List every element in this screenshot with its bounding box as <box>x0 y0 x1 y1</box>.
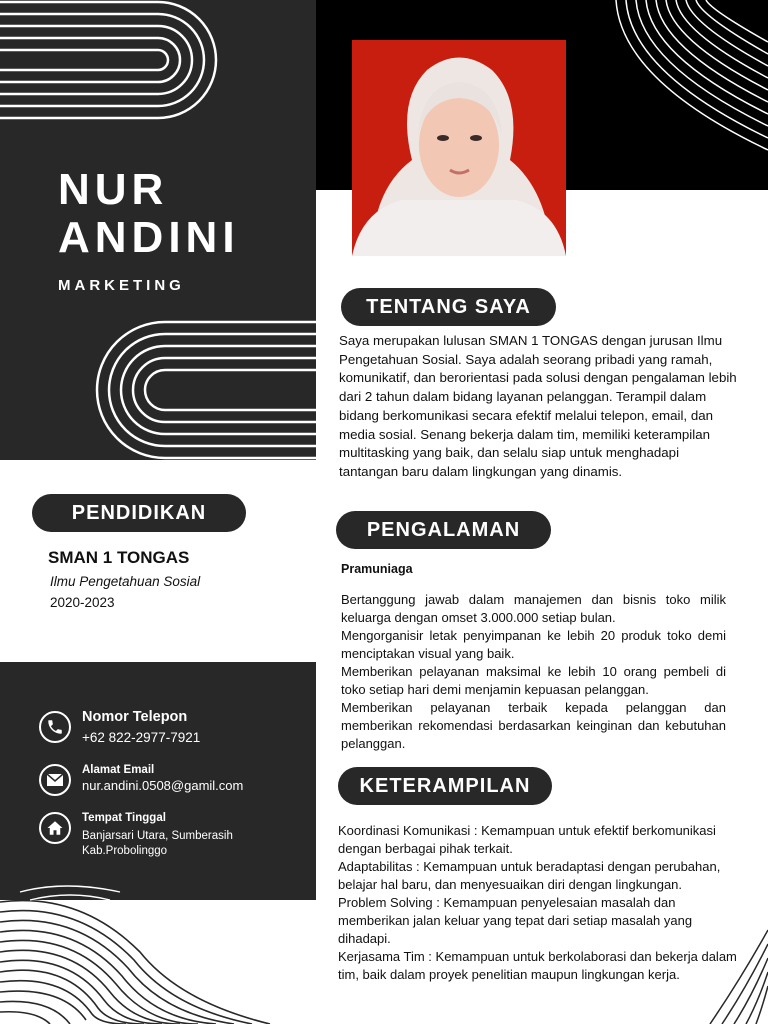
skill-item: Adaptabilitas : Kemampuan untuk beradaptasi dengan perubahan, belajar hal baru, dan menyesuaikan diri dengan lingkungan. <box>338 859 721 892</box>
about-heading: TENTANG SAYA <box>341 288 556 326</box>
phone-value: +62 822-2977-7921 <box>82 730 201 745</box>
education-years: 2020-2023 <box>50 595 115 610</box>
bottom-wave-decoration <box>0 862 290 1024</box>
education-major: Ilmu Pengetahuan Sosial <box>50 574 201 589</box>
home-icon <box>39 812 71 844</box>
person-name <box>58 166 240 262</box>
bottom-right-wave-decoration <box>700 920 768 1024</box>
address-line1: Banjarsari Utara, Sumberasih <box>82 830 233 842</box>
job-role: MARKETING <box>58 277 185 294</box>
about-text: Saya merupakan lulusan SMAN 1 TONGAS dengan jurusan Ilmu Pengetahuan Sosial. Saya adalah seorang pribadi yang ramah, komunikatif, dan berorientasi pada solusi dengan pengalaman lebih dari 2 tahun dalam bidang layanan pelanggan. Terampil dalam bidang berkomunikasi secara efektif melalui telepon, email, dan media sosial. Senang bekerja dalam tim, memiliki keterampilan multitasking yang baik, dan selalu siap untuk menghadapi tantangan baru dalam lingkungan yang dinamis. <box>339 333 737 479</box>
phone-icon <box>39 711 71 743</box>
first-name: NUR <box>58 165 169 214</box>
education-school: SMAN 1 TONGAS <box>48 548 190 567</box>
envelope-icon <box>39 764 71 796</box>
email-label: Alamat Email <box>82 764 155 776</box>
skill-item: Kerjasama Tim : Kemampuan untuk berkolaborasi dan bekerja dalam tim, baik dalam proyek penelitian maupun lingkungan kerja. <box>338 949 737 982</box>
experience-item: Memberikan pelayanan terbaik kepada pelanggan dan memberikan rekomendasi berdasarkan keinginan dan kebutuhan pelanggan. <box>341 700 726 751</box>
education-heading: PENDIDIKAN <box>32 494 246 532</box>
phone-label: Nomor Telepon <box>82 709 188 725</box>
experience-item: Memberikan pelayanan maksimal ke lebih 10 orang pembeli di toko setiap hari demi menjamin kepuasan pelanggan. <box>341 664 726 697</box>
experience-heading: PENGALAMAN <box>336 511 551 549</box>
experience-item: Mengorganisir letak penyimpanan ke lebih 20 produk toko demi menciptakan visual yang baik. <box>341 628 726 661</box>
experience-description <box>341 591 726 753</box>
skill-item: Problem Solving : Kemampuan penyelesaian masalah dan memberikan jalan keluar yang tepat dari setiap masalah yang dihadapi. <box>338 895 693 946</box>
last-name: ANDINI <box>58 213 240 262</box>
skill-item: Koordinasi Komunikasi : Kemampuan untuk efektif berkomunikasi dengan berbagai pihak terkait. <box>338 823 716 856</box>
experience-item: Bertanggung jawab dalam manajemen dan bisnis toko milik keluarga dengan omset 3.000.000 setiap bulan. <box>341 592 726 625</box>
address-line2: Kab.Probolinggo <box>82 845 168 857</box>
email-value: nur.andini.0508@gamil.com <box>82 778 244 793</box>
skills-list <box>338 822 748 984</box>
address-label: Tempat Tinggal <box>82 812 166 824</box>
profile-photo <box>352 40 566 256</box>
skills-heading: KETERAMPILAN <box>338 767 552 805</box>
experience-position: Pramuniaga <box>341 562 413 576</box>
portrait-illustration <box>352 40 566 256</box>
